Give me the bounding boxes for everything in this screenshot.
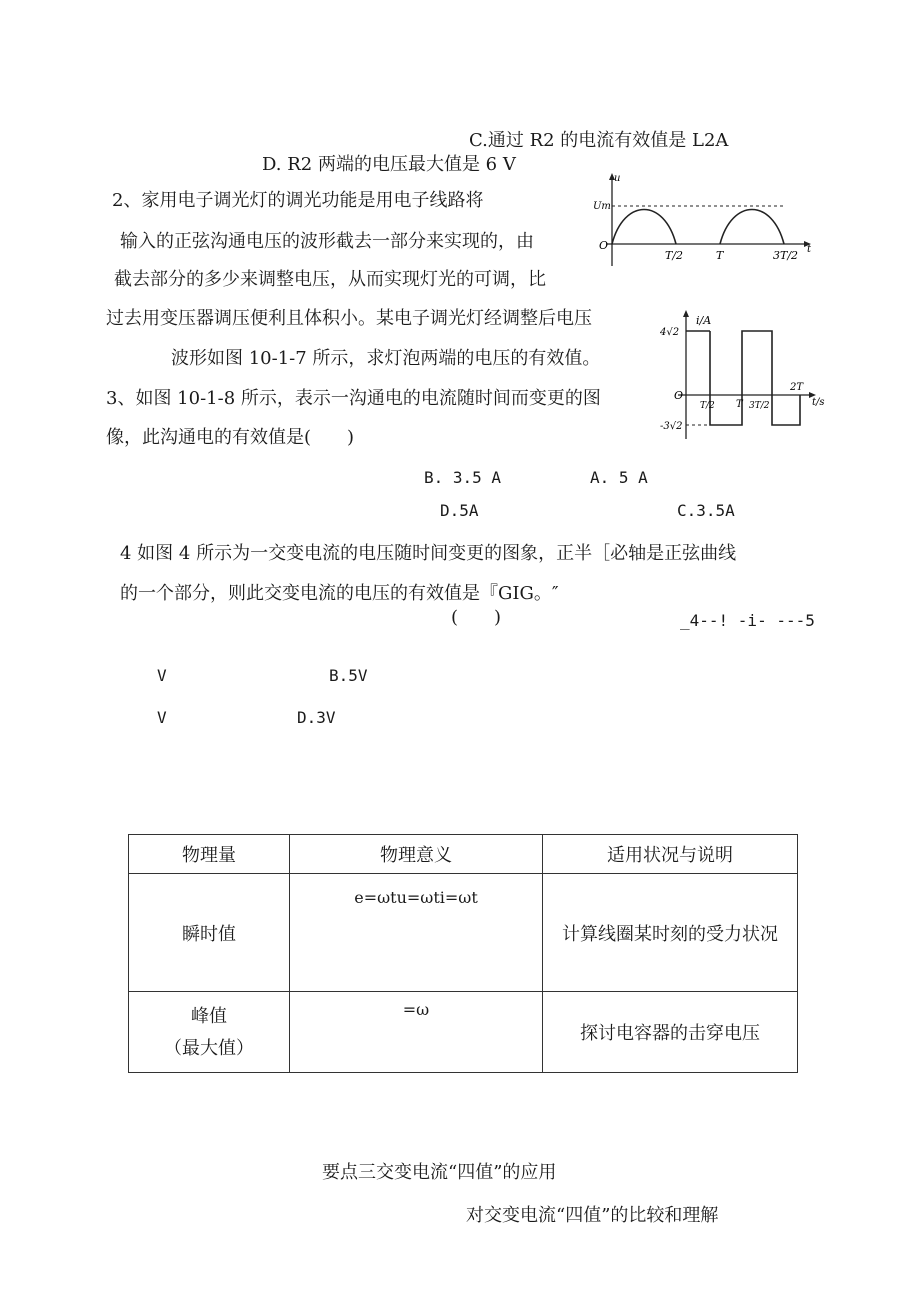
table-header-row <box>129 835 798 874</box>
fig2-x-two: 2T <box>790 382 804 393</box>
row2-name-line-2: （最大值） <box>164 1038 254 1059</box>
figure-current-waveform <box>640 305 840 445</box>
header-usage: 适用状况与说明 <box>543 835 798 874</box>
q2-line-1: 2、家用电子调光灯的调光功能是用电子线路将 <box>112 190 484 211</box>
q3-option-b: B. 3.5 A <box>424 468 502 487</box>
fig1-x-threehalf: 3T/2 <box>773 249 799 262</box>
fig2-y-label: i/A <box>696 314 712 327</box>
row2-meaning: =ω <box>402 1000 430 1019</box>
q4-option-a: V <box>157 666 167 685</box>
q2-line-4: 过去用变压器调压便利且体积小。某电子调光灯经调整后电压 <box>106 308 592 329</box>
fig2-x-half: T/2 <box>700 401 715 411</box>
fig2-x-full: T <box>736 399 743 410</box>
row1-meaning: e=ωtu=ωti=ωt <box>354 888 478 907</box>
table-row <box>129 992 798 1073</box>
q2-line-3: 截去部分的多少来调整电压，从而实现灯光的可调，比 <box>114 269 546 290</box>
section-subtitle: 对交变电流“四值”的比较和理解 <box>466 1205 719 1226</box>
fig2-neg-label: -3√2 <box>660 421 683 432</box>
q2-line-5: 波形如图 10-1-7 所示，求灯泡两端的电压的有效值。 <box>171 348 601 369</box>
fig2-pos-label: 4√2 <box>660 327 680 338</box>
q4-option-c: V <box>157 708 167 727</box>
row1-meaning-cell <box>290 874 543 992</box>
sine-half-wave-1 <box>612 210 676 245</box>
header-quantity: 物理量 <box>129 835 290 874</box>
row2-meaning-cell <box>290 992 543 1073</box>
fig1-y-label: u <box>614 173 621 184</box>
sine-half-wave-2 <box>720 210 784 245</box>
q3-option-a: A. 5 A <box>590 468 648 487</box>
fig1-peak-label: Um <box>593 201 611 212</box>
q4-option-d: D.3V <box>297 708 336 727</box>
y-axis-arrow <box>683 310 689 317</box>
fig1-origin: O <box>599 239 609 252</box>
row2-name-cell <box>129 992 290 1073</box>
q1-option-d: D. R2 两端的电压最大值是 6 V <box>262 154 516 175</box>
section-title: 要点三交变电流“四值”的应用 <box>322 1162 557 1183</box>
fig2-x-axis-label: t/s <box>812 397 825 408</box>
q3-option-d: D.5A <box>440 501 479 520</box>
figure-voltage-waveform <box>592 170 817 270</box>
fig1-x-half: T/2 <box>665 249 684 262</box>
q4-option-b: B.5V <box>329 666 368 685</box>
fig1-x-axis-label: t <box>807 244 812 255</box>
fig1-x-full: T <box>716 249 724 262</box>
q4-line-2: 的一个部分，则此交变电流的电压的有效值是『GIG。″ <box>120 583 559 604</box>
q3-option-c: C.3.5A <box>677 501 735 520</box>
row2-name-line-1: 峰值 <box>191 1006 227 1027</box>
q2-line-2: 输入的正弦沟通电压的波形截去一部分来实现的，由 <box>120 231 534 252</box>
q1-option-c: C.通过 R2 的电流有效值是 L2A <box>469 130 729 151</box>
q4-answer-paren: ( ) <box>451 607 502 628</box>
fig2-x-threehalf: 3T/2 <box>749 401 770 411</box>
row2-usage: 探讨电容器的击穿电压 <box>543 992 798 1073</box>
q3-line-2: 像，此沟通电的有效值是( ) <box>106 427 355 448</box>
q3-line-1: 3、如图 10-1-8 所示，表示一沟通电的电流随时间而变更的图 <box>106 388 601 409</box>
fig2-origin: O <box>674 389 684 402</box>
physics-quantity-table <box>128 834 798 1073</box>
q4-line-1: 4 如图 4 所示为一交变电流的电压随时间变更的图象，正半［必轴是正弦曲线 <box>120 543 737 564</box>
table-row <box>129 874 798 992</box>
q4-garbled-figure: _4--! -i- ---5 <box>680 611 815 630</box>
row1-name: 瞬时值 <box>129 874 290 992</box>
header-meaning: 物理意义 <box>290 835 543 874</box>
row1-usage: 计算线圈某时刻的受力状况 <box>543 874 798 992</box>
